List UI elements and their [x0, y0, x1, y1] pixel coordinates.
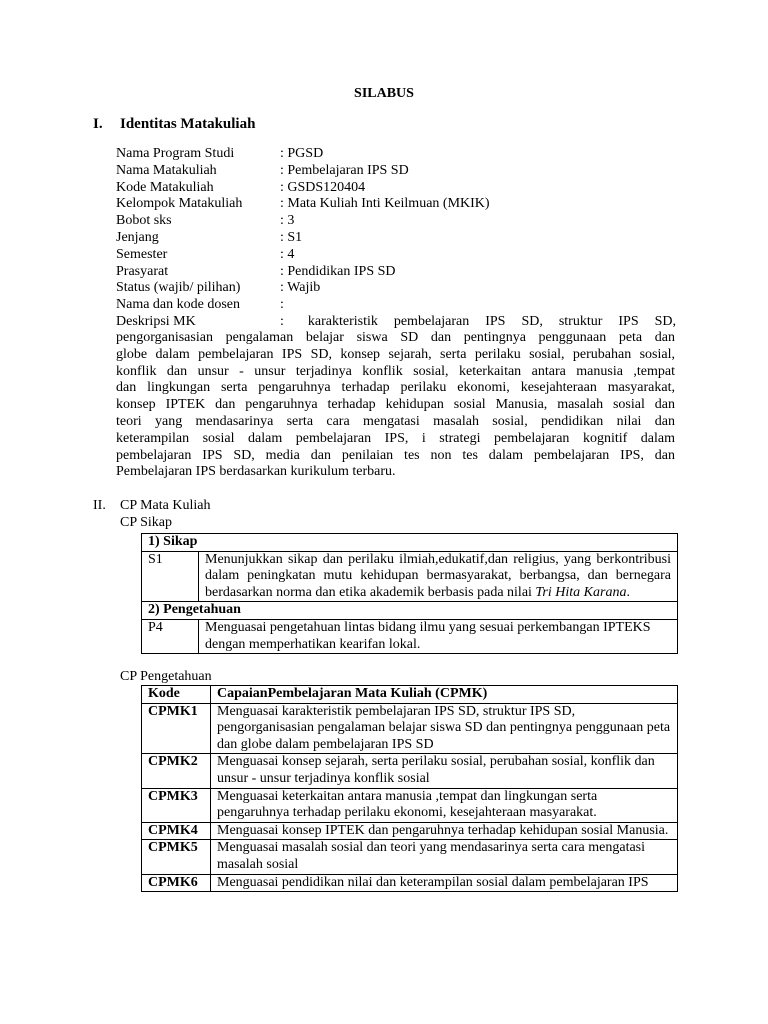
row-text: Menguasai karakteristik pembelajaran IPS SD, struktur IPS SD, pengorganisasian pengalaman belajar siswa SD dan pentingnya penggunaan peta dan globe dalam pembelajaran IPS SD — [211, 703, 678, 754]
table-group-header — [142, 602, 678, 620]
identity-label: Status (wajib/ pilihan) — [116, 280, 241, 296]
description-line: globe dalam pembelajaran IPS SD, konsep sejarah, serta perilaku sosial, perubahan sosial, — [116, 346, 675, 362]
description-row — [116, 314, 676, 331]
row-code: CPMK2 — [142, 754, 211, 788]
section-number: II. — [93, 498, 106, 513]
identity-list — [116, 146, 676, 331]
section-cp-heading — [93, 498, 210, 514]
header-code: Kode — [142, 686, 211, 704]
section-number: I. — [93, 116, 103, 132]
row-code: CPMK4 — [142, 822, 211, 840]
identity-label: Bobot sks — [116, 213, 172, 229]
document-title: SILABUS — [354, 86, 414, 101]
identity-value: : Mata Kuliah Inti Keilmuan (MKIK) — [280, 196, 490, 212]
cp-sikap-table — [141, 533, 678, 654]
identity-label: Kode Matakuliah — [116, 179, 214, 195]
identity-value: : Pembelajaran IPS SD — [280, 162, 409, 178]
identity-value: : GSDS120404 — [280, 179, 366, 195]
table-row — [142, 840, 678, 874]
identity-value: : 3 — [280, 213, 295, 229]
identity-value: : Wajib — [280, 280, 321, 296]
table-row — [142, 619, 678, 653]
section-title: Identitas Matakuliah — [120, 116, 256, 132]
row-text: Menguasai masalah sosial dan teori yang mendasarinya serta cara mengatasi masalah sosial — [211, 840, 678, 874]
cp-sikap-subheading: CP Sikap — [120, 515, 172, 530]
description-line: teori yang mendasarinya serta cara mengatasi masalah sosial, pendidikan nilai dan — [116, 413, 675, 429]
identity-value: : PGSD — [280, 146, 324, 161]
group-title: 1) Sikap — [142, 534, 678, 552]
section-title: CP Mata Kuliah — [120, 498, 211, 513]
table-row — [142, 874, 678, 892]
identity-label: Prasyarat — [116, 263, 169, 279]
identity-label: Jenjang — [116, 229, 159, 245]
description-line: dan lingkungan serta pengaruhnya terhadap perilaku ekonomi, kesejahteraan masyarakat, — [116, 380, 675, 396]
cpmk-table — [141, 685, 678, 892]
description-line: keterampilan sosial dalam pembelajaran IPS, i strategi pembelajaran kognitif dalam — [116, 430, 675, 446]
section-identitas-heading — [93, 116, 255, 133]
row-text: Menguasai konsep sejarah, serta perilaku sosial, perubahan sosial, konflik dan unsur - unsur terjadinya konflik sosial — [211, 754, 678, 788]
s1-text-main: Menunjukkan sikap dan perilaku ilmiah,edukatif,dan religius, yang berkontribusi dalam peningkatan mutu kehidupan bermasyarakat, berbangsa, dan bernegara berdasarkan norma dan etika akademik berbasis pada nilai — [205, 551, 671, 600]
description-line: pengorganisasian pengalaman belajar siswa SD dan pentingnya penggunaan peta dan — [116, 330, 675, 345]
table-row — [142, 551, 678, 602]
header-desc: CapaianPembelajaran Mata Kuliah (CPMK) — [211, 686, 678, 704]
identity-row — [116, 230, 676, 247]
identity-label: Kelompok Matakuliah — [116, 196, 243, 212]
group-title: 2) Pengetahuan — [142, 602, 678, 620]
row-code: CPMK6 — [142, 874, 211, 892]
table-group-header — [142, 534, 678, 552]
row-text — [199, 551, 678, 602]
description-body — [116, 330, 675, 481]
identity-value: : 4 — [280, 246, 295, 262]
row-text: Menguasai konsep IPTEK dan pengaruhnya terhadap kehidupan sosial Manusia. — [211, 822, 678, 840]
table-row — [142, 703, 678, 754]
identity-row — [116, 280, 676, 297]
row-code: S1 — [142, 551, 199, 602]
row-text: Menguasai pengetahuan lintas bidang ilmu yang sesuai perkembangan IPTEKS dengan memperhatikan kearifan lokal. — [199, 619, 678, 653]
identity-row — [116, 247, 676, 264]
identity-label: Nama Matakuliah — [116, 162, 217, 178]
row-code: CPMK3 — [142, 788, 211, 822]
table-row — [142, 822, 678, 840]
description-line: Pembelajaran IPS berdasarkan kurikulum terbaru. — [116, 464, 396, 480]
identity-row — [116, 213, 676, 230]
identity-row — [116, 196, 676, 213]
identity-row — [116, 180, 676, 197]
s1-text-italic: Tri Hita Karana — [535, 584, 627, 600]
identity-value: : Pendidikan IPS SD — [280, 263, 396, 279]
description-first-line: : karakteristik pembelajaran IPS SD, struktur IPS SD, — [280, 313, 676, 329]
row-text: Menguasai keterkaitan antara manusia ,tempat dan lingkungan serta pengaruhnya terhadap perilaku ekonomi, kesejahteraan masyarakat. — [211, 788, 678, 822]
row-code: P4 — [142, 619, 199, 653]
row-text: Menguasai pendidikan nilai dan keterampilan sosial dalam pembelajaran IPS — [211, 874, 678, 892]
cp-pengetahuan-subheading: CP Pengetahuan — [120, 669, 212, 684]
identity-label: Nama Program Studi — [116, 146, 235, 161]
identity-row — [116, 297, 676, 314]
row-code: CPMK1 — [142, 703, 211, 754]
table-header-row — [142, 686, 678, 704]
identity-row — [116, 264, 676, 281]
identity-row — [116, 146, 676, 163]
identity-label: Semester — [116, 246, 168, 262]
identity-row — [116, 163, 676, 180]
description-line: konflik dan unsur - unsur terjadinya konflik sosial, keterkaitan antara manusia ,tempat — [116, 363, 675, 379]
s1-text-end: . — [626, 584, 630, 600]
table-row — [142, 754, 678, 788]
identity-label: Nama dan kode dosen — [116, 297, 241, 313]
identity-value: : S1 — [280, 229, 303, 245]
description-line: pembelajaran IPS SD, media dan penilaian tes non tes dalam pembelajaran IPS, dan — [116, 447, 675, 463]
description-label: Deskripsi MK — [116, 313, 196, 329]
row-code: CPMK5 — [142, 840, 211, 874]
table-row — [142, 788, 678, 822]
identity-value: : — [280, 297, 284, 313]
description-line: konsep IPTEK dan pengaruhnya terhadap kehidupan sosial Manusia, masalah sosial dan — [116, 397, 675, 413]
